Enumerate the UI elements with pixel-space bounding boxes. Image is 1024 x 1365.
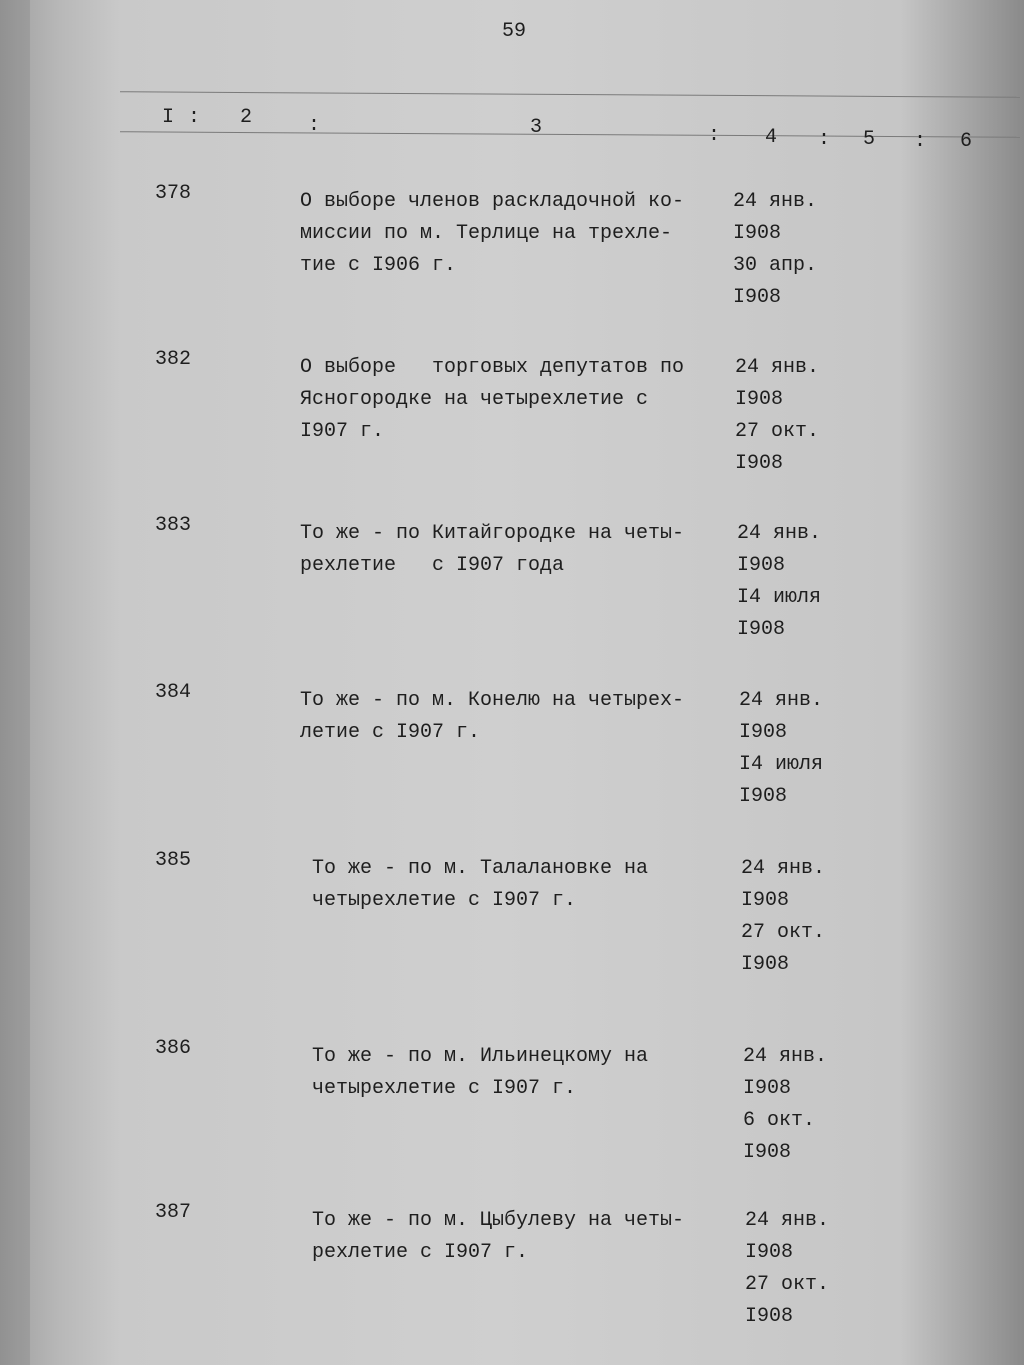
case-number: 378 bbox=[155, 182, 192, 205]
case-description bbox=[300, 853, 730, 917]
description-line: миссии по м. Терлице на трехле- bbox=[300, 222, 673, 245]
description-line: четырехлетие с I907 г. bbox=[300, 889, 577, 912]
case-number: 382 bbox=[155, 348, 192, 371]
description-line: То же - по м. Талалановке на bbox=[300, 857, 649, 880]
description-line: О выборе торговых депутатов по bbox=[300, 356, 685, 379]
case-description bbox=[300, 186, 730, 282]
case-description bbox=[300, 685, 730, 749]
description-line: То же - по м. Конелю на четырех- bbox=[300, 689, 685, 712]
page-gutter-shadow bbox=[0, 0, 30, 1365]
case-number: 385 bbox=[155, 849, 192, 872]
description-line: летие с I907 г. bbox=[300, 721, 481, 744]
case-description bbox=[300, 1041, 730, 1105]
case-dates bbox=[743, 1041, 853, 1169]
column-separator: : bbox=[188, 106, 201, 129]
column-separator: : bbox=[914, 130, 927, 153]
date-line: I908 bbox=[733, 222, 782, 245]
date-line: 24 янв. bbox=[743, 1045, 828, 1068]
date-line: I908 bbox=[737, 554, 786, 577]
case-dates bbox=[739, 685, 849, 813]
date-line: I908 bbox=[741, 889, 790, 912]
date-line: 27 окт. bbox=[735, 420, 820, 443]
column-header-4: 4 bbox=[765, 126, 778, 149]
case-number: 386 bbox=[155, 1037, 192, 1060]
case-dates bbox=[733, 186, 843, 314]
date-line: I4 июля bbox=[739, 753, 824, 776]
date-line: 24 янв. bbox=[733, 190, 818, 213]
date-line: 24 янв. bbox=[745, 1209, 830, 1232]
date-line: I908 bbox=[735, 388, 784, 411]
column-header-6: 6 bbox=[960, 130, 973, 153]
case-number: 387 bbox=[155, 1201, 192, 1224]
date-line: I908 bbox=[745, 1241, 794, 1264]
case-dates bbox=[737, 518, 847, 646]
date-line: I908 bbox=[733, 286, 782, 309]
description-line: тие с I906 г. bbox=[300, 254, 457, 277]
description-line: рехлетие с I907 г. bbox=[300, 1241, 529, 1264]
header-bottom-rule bbox=[120, 131, 1020, 137]
date-line: I908 bbox=[743, 1141, 792, 1164]
case-number: 384 bbox=[155, 681, 192, 704]
description-line: О выборе членов раскладочной ко- bbox=[300, 190, 685, 213]
date-line: I908 bbox=[737, 618, 786, 641]
case-description bbox=[300, 518, 730, 582]
description-line: То же - по Китайгородке на четы- bbox=[300, 522, 685, 545]
header-top-rule bbox=[120, 91, 1020, 97]
date-line: 30 апр. bbox=[733, 254, 818, 277]
date-line: 27 окт. bbox=[741, 921, 826, 944]
column-separator: : bbox=[818, 128, 831, 151]
date-line: 24 янв. bbox=[739, 689, 824, 712]
column-separator: : bbox=[708, 124, 721, 147]
description-line: четырехлетие с I907 г. bbox=[300, 1077, 577, 1100]
case-description bbox=[300, 1205, 730, 1269]
date-line: I4 июля bbox=[737, 586, 822, 609]
case-dates bbox=[745, 1205, 855, 1333]
date-line: 24 янв. bbox=[737, 522, 822, 545]
date-line: 24 янв. bbox=[735, 356, 820, 379]
description-line: Ясногородке на четырехлетие с bbox=[300, 388, 649, 411]
date-line: I908 bbox=[745, 1305, 794, 1328]
case-dates bbox=[741, 853, 851, 981]
date-line: I908 bbox=[741, 953, 790, 976]
column-header-1: I bbox=[162, 106, 175, 129]
date-line: 6 окт. bbox=[743, 1109, 816, 1132]
column-header-3: 3 bbox=[530, 116, 543, 139]
page-number: 59 bbox=[502, 20, 527, 43]
date-line: I908 bbox=[739, 785, 788, 808]
description-line: I907 г. bbox=[300, 420, 385, 443]
case-dates bbox=[735, 352, 845, 480]
date-line: I908 bbox=[735, 452, 784, 475]
date-line: I908 bbox=[739, 721, 788, 744]
date-line: 27 окт. bbox=[745, 1273, 830, 1296]
date-line: 24 янв. bbox=[741, 857, 826, 880]
column-separator: : bbox=[308, 114, 321, 137]
case-number: 383 bbox=[155, 514, 192, 537]
column-header-2: 2 bbox=[240, 106, 253, 129]
description-line: То же - по м. Цыбулеву на четы- bbox=[300, 1209, 685, 1232]
description-line: То же - по м. Ильинецкому на bbox=[300, 1045, 649, 1068]
description-line: рехлетие с I907 года bbox=[300, 554, 565, 577]
column-header-5: 5 bbox=[863, 128, 876, 151]
date-line: I908 bbox=[743, 1077, 792, 1100]
case-description bbox=[300, 352, 730, 448]
